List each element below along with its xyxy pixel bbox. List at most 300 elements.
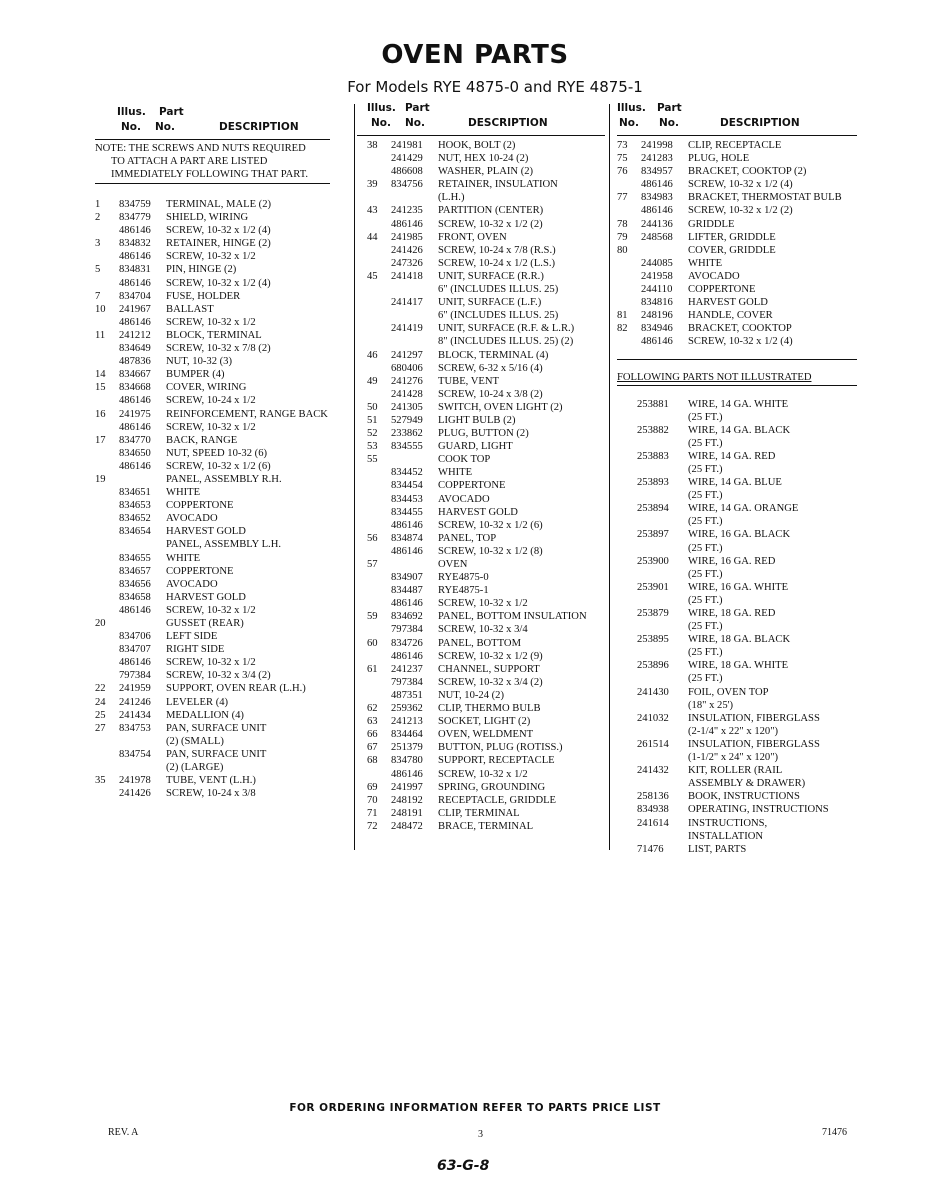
part-number: 241975 (119, 408, 151, 420)
illus-number: 59 (367, 611, 378, 623)
illus-number (95, 394, 119, 407)
part-description: (25 FT.) (688, 673, 723, 685)
part-row (367, 715, 605, 728)
part-row (95, 355, 330, 368)
part-number (391, 309, 438, 322)
part-number: 241237 (391, 663, 423, 675)
part-number: 241978 (119, 775, 151, 787)
illus-number (95, 591, 119, 604)
part-row (617, 686, 857, 699)
part-description: COPPERTONE (688, 284, 756, 296)
illus-number: 82 (617, 323, 628, 335)
part-number: 834658 (119, 591, 151, 603)
part-description: AVOCADO (166, 513, 218, 525)
part-number: 834831 (119, 264, 151, 276)
illus-number: 73 (617, 140, 628, 151)
note-rule (95, 183, 330, 184)
illus-number (617, 283, 641, 296)
part-row (95, 394, 330, 407)
part-row (367, 519, 605, 532)
part-number: 486146 (641, 205, 673, 217)
part-description: PANEL, ASSEMBLY L.H. (166, 539, 281, 551)
part-description: COVER, GRIDDLE (688, 244, 776, 256)
illus-number (95, 578, 119, 591)
illus-number (367, 152, 391, 165)
part-row (617, 502, 857, 515)
part-description: WHITE (166, 552, 201, 564)
part-row (617, 152, 857, 165)
illus-number (367, 466, 391, 479)
part-row (367, 768, 605, 781)
illus-number (95, 224, 119, 237)
illus-number (367, 689, 391, 702)
part-row (367, 453, 605, 466)
part-description: GUSSET (REAR) (166, 618, 244, 629)
part-description: BRACKET, THERMOSTAT BULB (688, 192, 842, 204)
part-description: WIRE, 18 GA. WHITE (688, 660, 789, 672)
part-number: 253897 (637, 529, 669, 541)
illus-number (367, 479, 391, 492)
part-number: 486146 (119, 657, 151, 669)
part-number (119, 538, 166, 551)
part-row (367, 244, 605, 257)
not-illustrated-heading: FOLLOWING PARTS NOT ILLUSTRATED (617, 370, 857, 386)
part-number: 253896 (637, 660, 669, 672)
part-description: TUBE, VENT (L.H.) (166, 775, 256, 787)
illus-number (95, 656, 119, 669)
part-description: PANEL, BOTTOM (438, 637, 521, 649)
illus-number (617, 450, 637, 463)
part-row (367, 388, 605, 401)
part-row (95, 290, 330, 303)
part-description: 6" (INCLUDES ILLUS. 25) (438, 284, 559, 296)
part-row (617, 542, 857, 555)
part-row (95, 538, 330, 551)
part-description: WHITE (166, 487, 201, 499)
part-row (367, 545, 605, 558)
part-number: 486146 (391, 650, 423, 662)
illus-number (367, 650, 391, 663)
part-number: 797384 (119, 670, 151, 682)
part-number: 834656 (119, 578, 151, 590)
revision: REV. A (108, 1127, 139, 1138)
part-row (617, 659, 857, 672)
illus-number (617, 463, 637, 476)
part-description: COOK TOP (438, 454, 491, 466)
part-description: SWITCH, OVEN LIGHT (2) (438, 401, 563, 413)
part-description: RYE4875-0 (438, 572, 489, 584)
part-description: UNIT, SURFACE (R.R.) (438, 270, 544, 282)
part-number: 797384 (391, 676, 423, 688)
part-description: BLOCK, TERMINAL (4) (438, 349, 549, 361)
part-row (367, 231, 605, 244)
part-number: 244136 (641, 218, 673, 230)
illus-number: 80 (617, 244, 628, 256)
part-row (95, 696, 330, 709)
part-number: 834454 (391, 480, 423, 492)
part-description: BLOCK, TERMINAL (166, 329, 262, 341)
part-number: 834649 (119, 343, 151, 355)
part-description: SCREW, 10-32 x 1/2 (4) (688, 336, 793, 348)
part-description: (25 FT.) (688, 490, 723, 502)
part-row (95, 329, 330, 342)
illus-number: 50 (367, 401, 378, 413)
part-number: 834946 (641, 323, 673, 335)
part-row (617, 204, 857, 217)
illus-number (367, 257, 391, 270)
part-row (95, 486, 330, 499)
header-description: DESCRIPTION (468, 117, 548, 129)
part-description: OPERATING, INSTRUCTIONS (688, 804, 829, 816)
illus-number (95, 460, 119, 473)
part-row (367, 741, 605, 754)
illus-number (617, 411, 637, 424)
part-row (95, 748, 330, 761)
illus-number (617, 555, 637, 568)
part-description: SCREW, 10-32 x 1/2 (4) (166, 277, 271, 289)
part-description: LEVELER (4) (166, 696, 229, 708)
part-description: REINFORCEMENT, RANGE BACK (166, 408, 328, 420)
part-number: 834650 (119, 447, 151, 459)
part-row (617, 699, 857, 712)
illus-number (617, 686, 637, 699)
part-row (617, 843, 857, 856)
part-number: 834832 (119, 238, 151, 250)
part-number: 241967 (119, 303, 151, 315)
part-number: 834455 (391, 506, 423, 518)
part-description: PAN, SURFACE UNIT (166, 722, 267, 734)
part-number: 834957 (641, 166, 673, 178)
header-illus: Illus. (617, 102, 646, 114)
illus-number (95, 499, 119, 512)
part-row (367, 139, 605, 152)
part-row (95, 342, 330, 355)
illus-number: 60 (367, 637, 378, 649)
part-description: CLIP, RECEPTACLE (688, 140, 782, 151)
part-number: 834651 (119, 487, 151, 499)
illus-number: 3 (95, 238, 101, 250)
illus-number: 52 (367, 428, 378, 440)
part-number (119, 761, 166, 774)
illus-number (367, 335, 391, 348)
illus-number (367, 584, 391, 597)
illus-number: 69 (367, 781, 378, 793)
part-row (95, 669, 330, 682)
part-description: AVOCADO (166, 578, 218, 590)
illus-number (617, 830, 637, 843)
part-number: 834667 (119, 369, 151, 381)
part-description: SCREW, 10-32 x 1/2 (6) (438, 519, 543, 531)
part-row (617, 411, 857, 424)
part-number: 834654 (119, 526, 151, 538)
part-number (637, 830, 688, 843)
illus-number: 76 (617, 166, 628, 178)
part-number: 486146 (641, 336, 673, 348)
part-row (367, 571, 605, 584)
illus-number (95, 552, 119, 565)
illus-number: 62 (367, 703, 378, 715)
illus-number (367, 676, 391, 689)
part-description: SCREW, 10-32 x 1/2 (438, 768, 528, 780)
part-row (367, 623, 605, 636)
part-description: SCREW, 10-32 x 7/8 (2) (166, 343, 271, 355)
part-number: 486146 (119, 421, 151, 433)
part-description: (2-1/4" x 22" x 120") (688, 725, 779, 737)
part-number: 834907 (391, 572, 423, 584)
column-divider (354, 104, 355, 850)
part-number: 834753 (119, 722, 151, 734)
part-description: NUT, 10-24 (2) (438, 689, 504, 701)
part-number: 244110 (641, 284, 673, 296)
part-description: BRACKET, COOKTOP (688, 323, 792, 335)
part-number: 486608 (391, 166, 423, 178)
part-number: 834754 (119, 748, 151, 760)
illus-number (617, 594, 637, 607)
header-illus-no: No. (121, 121, 141, 133)
part-number: 486146 (119, 277, 151, 289)
part-row (617, 607, 857, 620)
part-row (95, 368, 330, 381)
part-description: OVEN, WELDMENT (438, 729, 534, 741)
illus-number (95, 316, 119, 329)
part-number: 253901 (637, 581, 669, 593)
part-description: NUT, HEX 10-24 (2) (438, 153, 529, 165)
illus-number: 77 (617, 192, 628, 204)
part-row (367, 689, 605, 702)
part-number: 834874 (391, 532, 423, 544)
part-description: HANDLE, COVER (688, 310, 773, 322)
header-illus: Illus. (367, 102, 396, 114)
illus-number (95, 787, 119, 800)
part-number: 834780 (391, 755, 423, 767)
part-number: 253883 (637, 450, 669, 462)
part-row (95, 381, 330, 394)
part-description: COVER, WIRING (166, 382, 247, 394)
part-row (95, 447, 330, 460)
note-line: NOTE: THE SCREWS AND NUTS REQUIRED (95, 143, 306, 154)
header-rule (617, 135, 857, 136)
illus-number: 78 (617, 218, 628, 230)
illus-number: 67 (367, 742, 378, 754)
part-description: SCREW, 10-32 x 1/2 (4) (688, 179, 793, 191)
part-row (617, 777, 857, 790)
illus-number (617, 437, 637, 450)
part-number: 241305 (391, 401, 423, 413)
part-description: (25 FT.) (688, 568, 723, 580)
illus-number (367, 296, 391, 309)
part-row (95, 722, 330, 735)
part-description: HARVEST GOLD (166, 591, 246, 603)
part-number (637, 777, 688, 790)
part-row (617, 463, 857, 476)
part-row (367, 152, 605, 165)
part-description: (2) (SMALL) (166, 735, 224, 747)
part-description: WIRE, 14 GA. BLACK (688, 424, 791, 436)
part-description: SPRING, GROUNDING (438, 781, 546, 793)
illus-number (617, 424, 637, 437)
part-row (95, 434, 330, 447)
part-description: GUARD, LIGHT (438, 441, 513, 453)
part-row (617, 270, 857, 283)
part-description: RYE4875-1 (438, 585, 489, 597)
part-number: 241032 (637, 712, 669, 724)
part-description: (18" x 25') (688, 699, 734, 711)
illus-number (367, 191, 391, 204)
illus-number: 14 (95, 369, 106, 381)
illus-number: 5 (95, 264, 101, 276)
part-number: 834704 (119, 290, 151, 302)
part-description: SCREW, 6-32 x 5/16 (4) (438, 362, 543, 374)
part-row (95, 316, 330, 329)
column-header (95, 106, 330, 136)
illus-number: 10 (95, 303, 106, 315)
illus-number (367, 244, 391, 257)
part-description: PLUG, HOLE (688, 153, 750, 165)
part-number (391, 191, 438, 204)
part-number (637, 646, 688, 659)
part-row (95, 512, 330, 525)
part-number: 486146 (119, 395, 151, 407)
part-row (95, 499, 330, 512)
illus-number (617, 659, 637, 672)
part-number: 241426 (391, 244, 423, 256)
part-number: 241213 (391, 716, 423, 728)
part-description: SUPPORT, RECEPTACLE (438, 755, 555, 767)
part-description: BUTTON, PLUG (ROTISS.) (438, 742, 563, 754)
part-number: 487836 (119, 356, 151, 368)
illus-number (617, 270, 641, 283)
part-row (367, 362, 605, 375)
illus-number (367, 768, 391, 781)
part-row (617, 309, 857, 322)
part-description: SCREW, 10-32 x 1/2 (2) (688, 205, 793, 217)
part-number: 486146 (119, 316, 151, 328)
part-number: 834652 (119, 513, 151, 525)
part-number: 834938 (637, 804, 669, 816)
part-number (637, 542, 688, 555)
illus-number: 72 (367, 820, 378, 832)
part-number: 527949 (391, 414, 423, 426)
part-number: 834668 (119, 382, 151, 394)
part-row (95, 761, 330, 774)
header-part: Part (159, 106, 184, 118)
part-row (95, 787, 330, 800)
part-number: 253900 (637, 555, 669, 567)
part-number: 241985 (391, 231, 423, 243)
part-number: 241235 (391, 205, 423, 217)
illus-number (367, 519, 391, 532)
part-number: 486146 (391, 545, 423, 557)
illus-number (95, 277, 119, 290)
part-number (119, 735, 166, 748)
part-row (367, 781, 605, 794)
part-row (367, 754, 605, 767)
part-description: SCREW, 10-32 x 1/2 (4) (166, 225, 271, 237)
header-part-no: No. (405, 117, 425, 129)
part-description: SHIELD, WIRING (166, 212, 249, 224)
part-description: SCREW, 10-32 x 1/2 (166, 657, 256, 669)
part-number: 244085 (641, 257, 673, 269)
part-number (637, 437, 688, 450)
part-row (617, 803, 857, 816)
part-number (391, 283, 438, 296)
part-row (367, 218, 605, 231)
page-title: OVEN PARTS (381, 40, 569, 70)
part-description: (2) (LARGE) (166, 762, 224, 774)
illus-number (95, 538, 119, 551)
illus-number (367, 322, 391, 335)
header-rule (357, 135, 605, 136)
illus-number: 15 (95, 382, 106, 394)
part-number: 241417 (391, 297, 423, 309)
part-row (617, 437, 857, 450)
illus-number: 45 (367, 270, 378, 282)
part-number (637, 672, 688, 685)
part-row (367, 506, 605, 519)
illus-number (617, 699, 637, 712)
part-description: WIRE, 14 GA. RED (688, 450, 776, 462)
part-row (367, 532, 605, 545)
part-number: 834779 (119, 212, 151, 224)
part-number: 253893 (637, 477, 669, 489)
illus-number (95, 630, 119, 643)
part-row (95, 682, 330, 695)
part-description: 8" (INCLUDES ILLUS. 25) (2) (438, 336, 574, 348)
illus-number (617, 620, 637, 633)
illus-number (617, 843, 637, 856)
part-description: FOIL, OVEN TOP (688, 686, 769, 698)
part-number: 248472 (391, 820, 423, 832)
part-row (367, 296, 605, 309)
part-description: SCREW, 10-32 x 1/2 (9) (438, 650, 543, 662)
part-number (637, 620, 688, 633)
part-description: LEFT SIDE (166, 631, 218, 643)
part-description: LIGHT BULB (2) (438, 414, 516, 426)
illus-number: 25 (95, 709, 106, 721)
part-description: SOCKET, LIGHT (2) (438, 716, 531, 728)
ordering-note: FOR ORDERING INFORMATION REFER TO PARTS PRICE LIST (289, 1102, 661, 1114)
illus-number (95, 748, 119, 761)
part-row (617, 790, 857, 803)
part-row (617, 257, 857, 270)
part-number: 241426 (119, 788, 151, 800)
illus-number (617, 712, 637, 725)
part-description: RETAINER, INSULATION (438, 179, 558, 191)
part-row (617, 191, 857, 204)
part-description: WIRE, 14 GA. ORANGE (688, 503, 799, 515)
header-part: Part (405, 102, 430, 114)
part-row (367, 270, 605, 283)
illus-number (617, 257, 641, 270)
header-part-no: No. (659, 117, 679, 129)
part-description: (25 FT.) (688, 516, 723, 528)
illus-number (95, 421, 119, 434)
part-row (95, 473, 330, 486)
illus-number: 35 (95, 775, 106, 787)
part-number: 241959 (119, 683, 151, 695)
part-number: 241430 (637, 686, 669, 698)
part-row (367, 178, 605, 191)
part-number (637, 515, 688, 528)
part-row (617, 725, 857, 738)
part-row (617, 283, 857, 296)
illus-number (617, 515, 637, 528)
part-description: LIFTER, GRIDDLE (688, 231, 776, 243)
part-number: 834726 (391, 637, 423, 649)
illus-number (617, 751, 637, 764)
illus-number (367, 506, 391, 519)
illus-number (367, 165, 391, 178)
